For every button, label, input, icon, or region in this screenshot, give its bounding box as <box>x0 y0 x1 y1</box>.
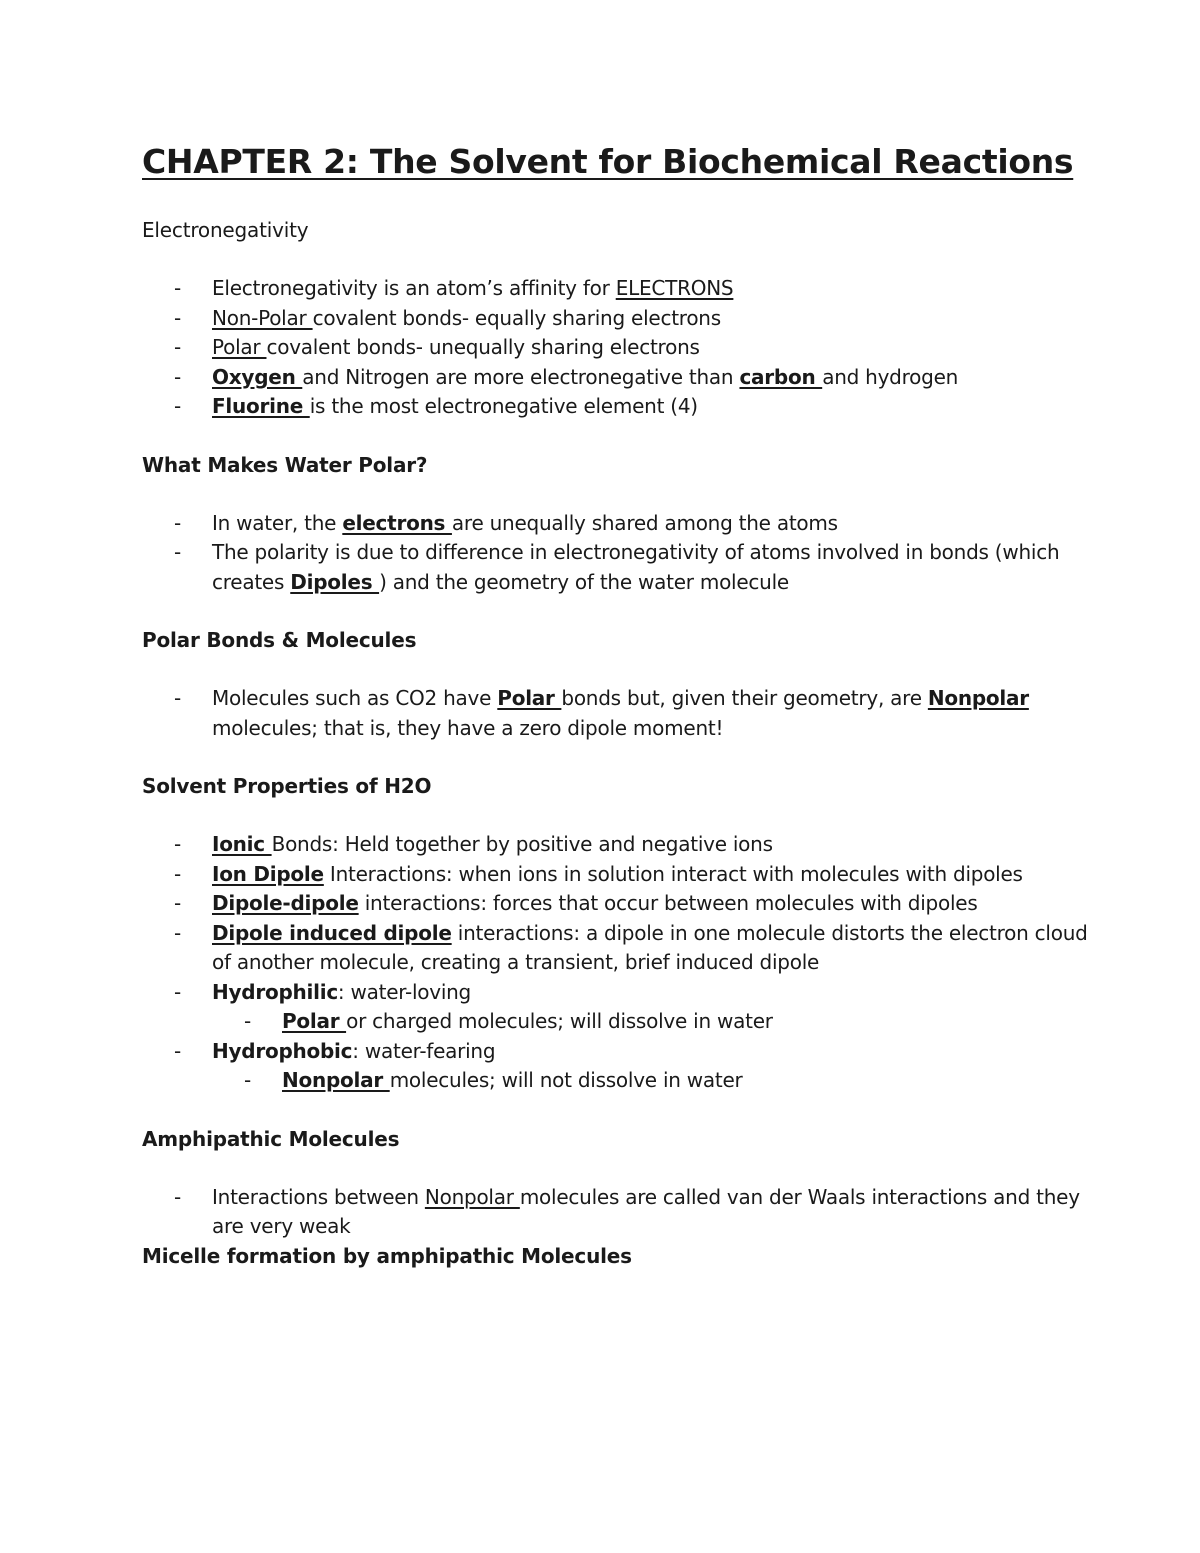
list-item: - Dipole-dipole interactions: forces that occur between molecules with dipoles <box>174 891 978 915</box>
term-nonpolar: Nonpolar <box>282 1068 390 1092</box>
section-heading-electronegativity: Electronegativity <box>142 218 309 242</box>
section-heading-solvent-properties: Solvent Properties of H2O <box>142 774 432 798</box>
section-heading-micelle: Micelle formation by amphipathic Molecules <box>142 1243 632 1268</box>
list-item: - Ionic Bonds: Held together by positive and negative ions <box>174 832 773 856</box>
term-electrons: ELECTRONS <box>615 276 734 300</box>
term-carbon: carbon <box>739 364 823 389</box>
term-fluorine: Fluorine <box>212 394 310 418</box>
list-item: - Oxygen and Nitrogen are more electronegative than carbon and hydrogen <box>174 364 959 389</box>
list-item: - Dipole induced dipole interactions: a dipole in one molecule distorts the electron cloud of another molecule, creating a transient, brief induced dipole <box>174 920 1088 974</box>
hydrophilic-sublist <box>142 1007 1102 1037</box>
electronegativity-list <box>142 274 1102 422</box>
list-item: - Nonpolar molecules; will not dissolve in water <box>244 1068 743 1092</box>
term-ion-dipole: Ion Dipole <box>212 861 324 886</box>
term-electrons: electrons <box>342 510 452 535</box>
amphipathic-list <box>142 1183 1102 1242</box>
term-nonpolar: Nonpolar <box>424 1184 520 1209</box>
list-item: - The polarity is due to difference in electronegativity of atoms involved in bonds (which creates Dipoles ) and the geometry of the water molecule <box>174 540 1060 594</box>
term-non-polar: Non-Polar <box>212 305 313 330</box>
solvent-properties-list <box>142 830 1102 1007</box>
term-polar: Polar <box>282 1009 347 1033</box>
term-dipoles: Dipoles <box>290 569 380 594</box>
term-polar: Polar <box>212 335 267 359</box>
list-item: - Non-Polar covalent bonds- equally sharing electrons <box>174 305 721 330</box>
hydrophobic-list <box>142 1037 1102 1067</box>
term-polar: Polar <box>497 686 562 710</box>
term-oxygen: Oxygen <box>212 364 303 389</box>
hydrophobic-sublist <box>142 1066 1102 1096</box>
list-item: - Fluorine is the most electronegative element (4) <box>174 394 698 418</box>
list-item: - Electronegativity is an atom’s affinity for ELECTRONS <box>174 276 734 300</box>
term-nonpolar: Nonpolar <box>927 686 1029 710</box>
term-dipole-induced-dipole: Dipole induced dipole <box>212 920 452 945</box>
section-heading-water-polar: What Makes Water Polar? <box>142 452 428 477</box>
term-hydrophobic: Hydrophobic <box>212 1038 353 1063</box>
section-heading-polar-bonds: Polar Bonds & Molecules <box>142 628 417 652</box>
term-dipole-dipole: Dipole-dipole <box>212 891 359 915</box>
document-page <box>142 138 1102 1271</box>
section-heading-amphipathic: Amphipathic Molecules <box>142 1126 400 1151</box>
list-item: - Hydrophilic: water-loving <box>174 979 471 1004</box>
chapter-title: CHAPTER 2: The Solvent for Biochemical Reactions <box>142 142 1074 181</box>
list-item: - Ion Dipole Interactions: when ions in solution interact with molecules with dipoles <box>174 861 1023 886</box>
term-hydrophilic: Hydrophilic <box>212 979 338 1004</box>
list-item: - In water, the electrons are unequally shared among the atoms <box>174 510 838 535</box>
list-item: - Polar covalent bonds- unequally sharing electrons <box>174 335 700 359</box>
list-item: - Molecules such as CO2 have Polar bonds but, given their geometry, are Nonpolar molecules; that is, they have a zero dipole moment! <box>174 686 1029 740</box>
term-ionic: Ionic <box>212 832 272 856</box>
list-item: - Interactions between Nonpolar molecules are called van der Waals interactions and they are very weak <box>174 1184 1080 1238</box>
water-polar-list <box>142 509 1102 598</box>
polar-bonds-list <box>142 684 1102 743</box>
list-item: - Hydrophobic: water-fearing <box>174 1038 496 1063</box>
list-item: - Polar or charged molecules; will dissolve in water <box>244 1009 773 1033</box>
